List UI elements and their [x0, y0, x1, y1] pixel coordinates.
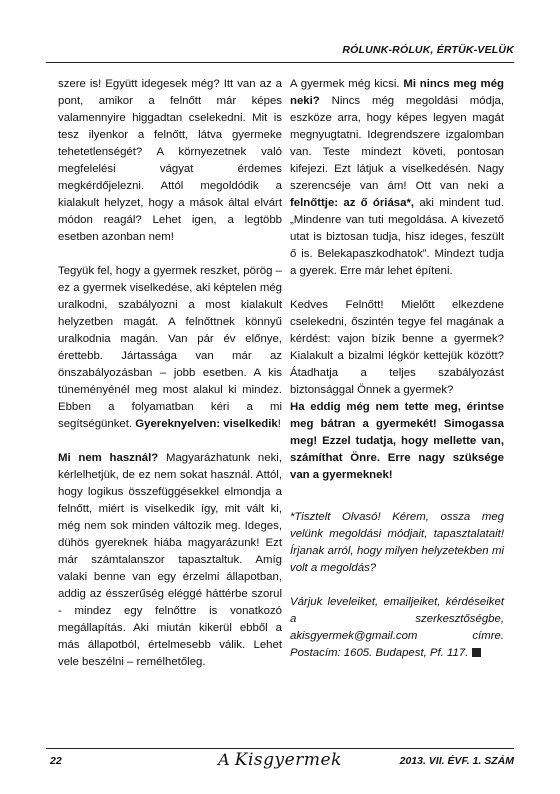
end-mark-icon	[472, 648, 481, 657]
footer-divider	[46, 748, 514, 749]
header-divider	[46, 62, 514, 63]
left-column	[58, 76, 282, 688]
paragraph: Mi nem használ? Magyarázhatunk neki, kérlelhetjük, de ez nem sokat használ. Attól, hogy logikus összefüggésekkel elmondja a felnőtt, miért is viselkedik így, mit vált ki, még nem sok minden változik meg. Ideges, dühös gyereknek hiába magyarázunk! Ezt már számtalanszor tapasztaltuk. Amíg valaki benne van egy érzelmi állapotban, addig az ésszerűség eléggé háttérbe szorul - mindez egy felnőttre is vonatkozó megállapítás. Aki miután kikerül ebből a más állapotból, értelmesebb válik. Lehet vele beszélni – remélhetőleg.	[58, 452, 282, 668]
paragraph: szere is! Együtt idegesek még? Itt van az a pont, amikor a felnőtt már képes valamennyire higgadtan cselekedni. Mit is tesz ilyenkor a felnőtt, látva gyermeke tehetetlenségét? A környezetnek való megfelelési vágyat érdemes megkérdőjelezni. Attól megoldódik a kialakult helyzet, hogy a mások által elvárt módon reagál? Lehet igen, a legtöbb esetben azonban nem!	[58, 78, 282, 243]
section-lead: Mi nem használ?	[58, 452, 159, 464]
closing-note: Várjuk leveleiket, emailjeiket, kérdéseiket a szerkesztőségbe, akisgyermek@gmail.com címre. Postacím: 1605. Budapest, Pf. 117.	[290, 596, 504, 659]
emphasis: felnőttje: az ő óriása*,	[290, 197, 415, 209]
paragraph: A gyermek még kicsi. Mi nincs meg még neki? Nincs még megoldási módja, eszköze arra, hogy képes legyen magát megnyugtatni. Idegrendszere izgalomban van. Teste mindezt követi, pontosan kifejezi. Ezt látjuk a viselkedésén. Nagy szerencséje van ám! Ott van neki a felnőttje: az ő óriása*, aki mindent tud. „Mindenre van tuti megoldása. A kivezető utat is biztosan tudja, hisz ideges, feszült ő is. Belekapaszkodhatok”. Mindezt tudja a gyerek. Erre már lehet építeni.	[290, 78, 504, 277]
paragraph: Tegyük fel, hogy a gyermek reszket, pörög – ez a gyermek viselkedése, aki képtelen még uralkodni, szabályozni a most kialakult helyzetben magát. A felnőttnek könnyű uralkodnia magán. Van pár év előnye, érettebb. Jártassága van már az önszabályozásban – jobb esetben. A kis tüneményénél meg most alakul ki mindez. Ebben a folyamatban kéri a mi segítségünket. Gyereknyelven: viselkedik!	[58, 265, 282, 430]
paragraph: Kedves Felnőtt! Mielőtt elkezdene cselekedni, őszintén tegye fel magának a kérdést: vajon bízik benne a gyermek? Kialakult a bizalmi légkör kettejük között? Átadhatja a teljes szabályozást biztonsággal Önnek a gyermek?	[290, 299, 504, 396]
paragraph-emphasis: Ha eddig még nem tette meg, érintse meg bátran a gyermekét! Simogassa meg! Ezzel tudatja, hogy mellette van, számíthat Önre. Erre nagy szüksége van a gyermeknek!	[290, 401, 504, 481]
reader-note: *Tisztelt Olvasó! Kérem, ossza meg velünk megoldási módjait, tapasztalatait! Írjanak arról, hogy milyen helyzetekben mi volt a megoldás?	[290, 511, 504, 574]
page-number: 22	[50, 755, 62, 767]
issue-info: 2013. VII. ÉVF. 1. SZÁM	[399, 755, 514, 767]
running-header: RÓLUNK-RÓLUK, ÉRTÜK-VELÜK	[342, 44, 514, 56]
section-lead: Mi nincs meg még neki?	[290, 78, 504, 107]
emphasis: Gyereknyelven: viselkedik	[135, 418, 278, 430]
right-column	[290, 76, 504, 679]
magazine-logo: A Kisgyermek	[218, 750, 342, 770]
